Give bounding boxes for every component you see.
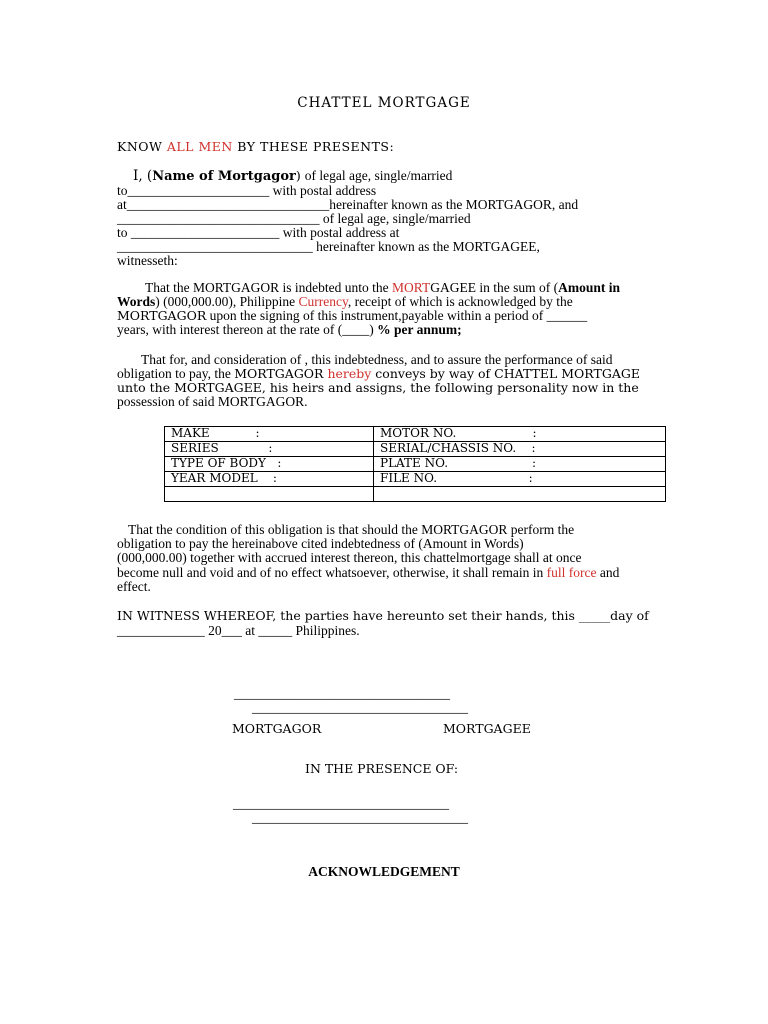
table-cell: MOTOR NO. : <box>374 427 666 442</box>
p1-line-7: witnesseth: <box>117 253 178 268</box>
table-cell <box>374 487 666 502</box>
intro-line <box>117 140 394 154</box>
mortgagor-name-placeholder: Name of Mortgagor <box>152 169 296 184</box>
p3-hereby: hereby <box>323 366 372 381</box>
p1-line-5: to ______________________ with postal address at <box>117 225 400 240</box>
p5-line-2: _____________ 20___ at _____ Philippines. <box>117 623 360 638</box>
table-cell <box>165 487 374 502</box>
p2-text-a: That the MORTGAGOR is indebted unto the <box>145 280 393 295</box>
table-cell: PLATE NO. : <box>374 457 666 472</box>
p1-line-1 <box>133 169 452 184</box>
p1-line-3: at______________________________hereinafter known as the MORTGAGOR, and <box>117 197 579 212</box>
intro-all-men: ALL MEN <box>166 139 233 154</box>
p1-close-paren: ) <box>295 168 305 183</box>
table-row <box>165 487 666 502</box>
signature-line-2: ________________________________ <box>252 700 468 715</box>
table-cell: YEAR MODEL : <box>165 472 374 487</box>
p3-line-3: unto the MORTGAGEE, his heirs and assigns, the following personality now in the <box>117 380 639 395</box>
p2-line-2 <box>117 295 573 309</box>
witness-line-2: ________________________________ <box>252 810 468 825</box>
vehicle-details-table <box>164 426 666 502</box>
p4-text-1: That the condition of this obligation is that should the MORTGAGOR perform the <box>128 522 575 537</box>
intro-text-a: KNOW <box>117 139 167 154</box>
p2-mortgagor: MORTGAGOR <box>117 308 207 323</box>
document-title: CHATTEL MORTGAGE <box>297 95 471 111</box>
intro-text-c: BY THESE PRESENTS: <box>232 139 395 154</box>
p3-line-1: That for, and consideration of , this indebtedness, and to assure the performance of said <box>141 352 613 367</box>
p2-per-annum: % per annum; <box>377 322 462 337</box>
table-cell: SERIES : <box>165 442 374 457</box>
table-row <box>165 472 666 487</box>
table-row <box>165 442 666 457</box>
p3-line-4: possession of said MORTGAGOR. <box>117 394 308 409</box>
table-cell: SERIAL/CHASSIS NO. : <box>374 442 666 457</box>
p4-text-a: become null and void and of no effect whatsoever, otherwise, it shall remain in <box>117 565 547 580</box>
p2-amount-in: Amount in <box>558 280 620 295</box>
p2-line-4 <box>117 323 462 337</box>
p4-line-5: effect. <box>117 579 151 594</box>
p2-mort-red: MORT <box>392 280 431 295</box>
p4-line-1 <box>128 523 574 537</box>
p4-line-2: obligation to pay the hereinabove cited indebtedness of (Amount in Words) <box>117 536 524 551</box>
presence-heading: IN THE PRESENCE OF: <box>305 761 459 776</box>
table-row <box>165 457 666 472</box>
mortgagee-signature-label: MORTGAGEE <box>443 721 531 736</box>
table-row <box>165 427 666 442</box>
p4-text-c: and <box>596 565 620 580</box>
p1-line-4: ______________________________ of legal age, single/married <box>117 211 471 226</box>
p3-mortgagor: MORTGAGOR <box>234 366 324 381</box>
p4-line-3: (000,000.00) together with accrued interest thereon, this chattelmortgage shall at once <box>117 550 582 565</box>
p3-line-2 <box>117 367 640 381</box>
p1-line-6: _____________________________ hereinafter known as the MORTGAGEE, <box>117 239 540 254</box>
p2-text-c: GAGEE in the sum of ( <box>430 280 559 295</box>
p2-line-1 <box>145 281 620 295</box>
p1-line-2: to_____________________ with postal address <box>117 183 377 198</box>
p2-text-d: , receipt of which is acknowledged by the <box>347 294 573 309</box>
table-cell: TYPE OF BODY : <box>165 457 374 472</box>
p2-currency: Currency <box>298 294 348 309</box>
p2-text-b: ) (000,000.00), Philippine <box>155 294 299 309</box>
signature-line-1: ________________________________ <box>234 686 450 701</box>
p4-full-force: full force <box>546 565 597 580</box>
p1-legal-age: of legal age, single/married <box>304 168 453 183</box>
p1-i-open: I, ( <box>133 168 153 184</box>
table-cell: MAKE : <box>165 427 374 442</box>
p2-text-l4: years, with interest thereon at the rate of (____) <box>117 322 378 337</box>
p5-line-1: IN WITNESS WHEREOF, the parties have hereunto set their hands, this _____day of <box>117 608 649 623</box>
mortgagor-signature-label: MORTGAGOR <box>232 721 322 736</box>
p2-words: Words <box>117 294 156 309</box>
witness-line-1: ________________________________ <box>233 796 449 811</box>
acknowledgement-heading: ACKNOWLEDGEMENT <box>308 864 460 879</box>
p3-text-d: conveys by way of CHATTEL MORTGAGE <box>371 366 640 381</box>
p3-text-a: obligation to pay, the <box>117 366 235 381</box>
p4-line-4 <box>117 566 619 580</box>
p2-line-3 <box>117 309 587 323</box>
p2-text-l3: upon the signing of this instrument,payable within a period of ______ <box>206 308 588 323</box>
table-cell: FILE NO. : <box>374 472 666 487</box>
